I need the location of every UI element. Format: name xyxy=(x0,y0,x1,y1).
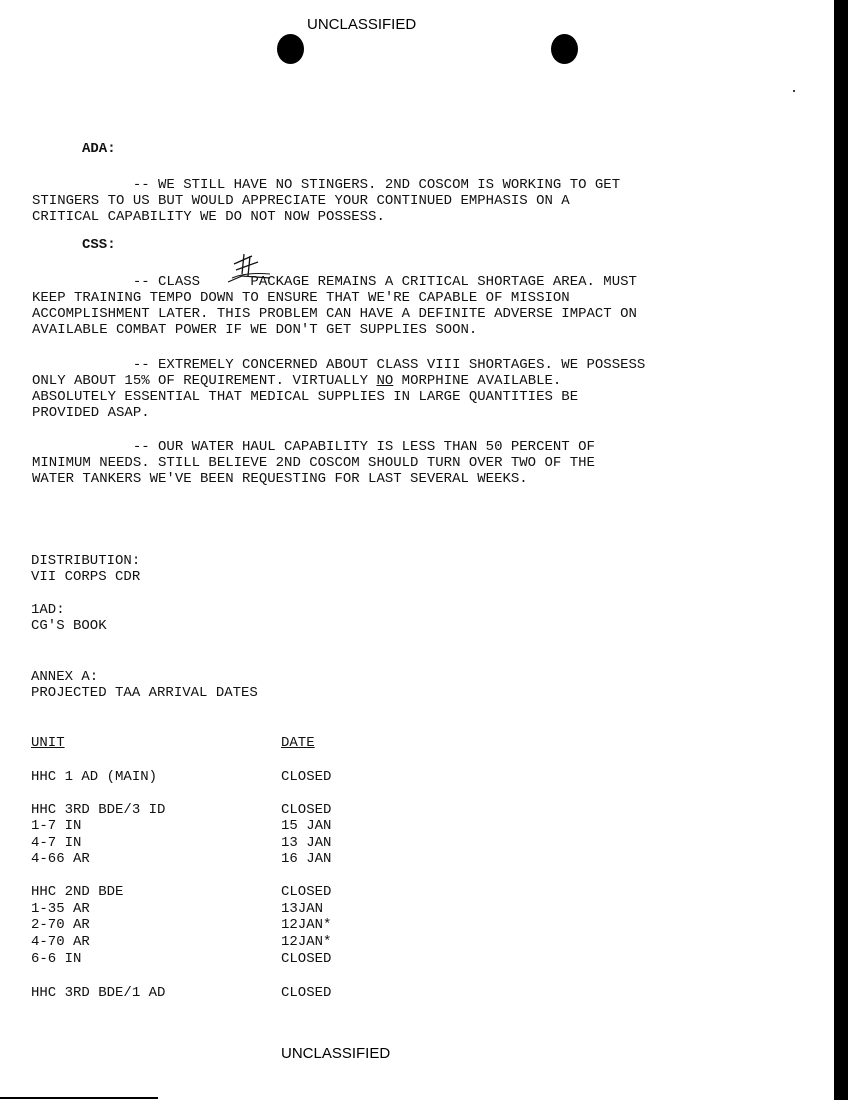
handwritten-correction xyxy=(224,250,284,288)
css-para2-line xyxy=(32,373,561,389)
annex-row-date: CLOSED xyxy=(281,769,332,785)
annex-row-date: 12JAN* xyxy=(281,934,332,950)
annex-row-date: CLOSED xyxy=(281,802,332,818)
header-classification: UNCLASSIFIED xyxy=(307,16,417,33)
annex-row-date: CLOSED xyxy=(281,884,332,900)
css-para2-line: -- EXTREMELY CONCERNED ABOUT CLASS VIII SHORTAGES. WE POSSESS xyxy=(32,357,646,373)
css-heading: CSS: xyxy=(82,237,116,253)
css-para2-line: PROVIDED ASAP. xyxy=(32,405,150,421)
css-para1-line: KEEP TRAINING TEMPO DOWN TO ENSURE THAT WE'RE CAPABLE OF MISSION xyxy=(32,290,570,306)
ada-line: -- WE STILL HAVE NO STINGERS. 2ND COSCOM IS WORKING TO GET xyxy=(32,177,621,193)
ada-line: STINGERS TO US BUT WOULD APPRECIATE YOUR CONTINUED EMPHASIS ON A xyxy=(32,193,570,209)
punch-hole-left xyxy=(277,34,304,64)
annex-row-unit: 4-7 IN xyxy=(31,835,82,851)
css-para1-line: ACCOMPLISHMENT LATER. THIS PROBLEM CAN HAVE A DEFINITE ADVERSE IMPACT ON xyxy=(32,306,637,322)
annex-row-date: 13JAN xyxy=(281,901,324,917)
annex-row-date: CLOSED xyxy=(281,985,332,1001)
punch-hole-right xyxy=(551,34,578,64)
css-para2-text: ONLY ABOUT 15% OF REQUIREMENT. VIRTUALLY xyxy=(32,373,377,389)
annex-row-date: 12JAN* xyxy=(281,917,332,933)
annex-row-date: CLOSED xyxy=(281,951,332,967)
annex-row-unit: 6-6 IN xyxy=(31,951,82,967)
annex-row-date: 16 JAN xyxy=(281,851,332,867)
bottom-rule xyxy=(0,1097,158,1099)
annex-column-header-date: DATE xyxy=(281,735,315,751)
distribution-line: VII CORPS CDR xyxy=(31,569,141,585)
scan-border xyxy=(834,0,848,1100)
ada-line: CRITICAL CAPABILITY WE DO NOT NOW POSSESS. xyxy=(32,209,385,225)
distribution-line: CG'S BOOK xyxy=(31,618,107,634)
annex-row-date: 13 JAN xyxy=(281,835,332,851)
css-para3-line: MINIMUM NEEDS. STILL BELIEVE 2ND COSCOM SHOULD TURN OVER TWO OF THE xyxy=(32,455,595,471)
annex-row-unit: 2-70 AR xyxy=(31,917,90,933)
distribution-unit: 1AD: xyxy=(31,602,65,618)
css-para1-line: -- CLASS PACKAGE REMAINS A CRITICAL SHORTAGE AREA. MUST xyxy=(32,274,637,290)
css-para2-line: ABSOLUTELY ESSENTIAL THAT MEDICAL SUPPLIES IN LARGE QUANTITIES BE xyxy=(32,389,579,405)
annex-row-unit: 4-66 AR xyxy=(31,851,90,867)
css-para2-underlined-word: NO xyxy=(376,373,394,389)
css-para3-line: -- OUR WATER HAUL CAPABILITY IS LESS THAN 50 PERCENT OF xyxy=(32,439,595,455)
annex-row-unit: 1-7 IN xyxy=(31,818,82,834)
distribution-heading: DISTRIBUTION: xyxy=(31,553,141,569)
annex-row-unit: HHC 2ND BDE xyxy=(31,884,124,900)
annex-column-header-unit: UNIT xyxy=(31,735,65,751)
annex-row-unit: HHC 3RD BDE/3 ID xyxy=(31,802,166,818)
css-para2-text: MORPHINE AVAILABLE. xyxy=(393,373,562,389)
footer-classification: UNCLASSIFIED xyxy=(281,1045,391,1062)
annex-row-unit: 1-35 AR xyxy=(31,901,90,917)
ada-heading: ADA: xyxy=(82,141,116,157)
annex-title: PROJECTED TAA ARRIVAL DATES xyxy=(31,685,258,701)
annex-row-date: 15 JAN xyxy=(281,818,332,834)
annex-row-unit: HHC 1 AD (MAIN) xyxy=(31,769,158,785)
annex-heading: ANNEX A: xyxy=(31,669,99,685)
annex-row-unit: HHC 3RD BDE/1 AD xyxy=(31,985,166,1001)
annex-row-unit: 4-70 AR xyxy=(31,934,90,950)
css-para3-line: WATER TANKERS WE'VE BEEN REQUESTING FOR LAST SEVERAL WEEKS. xyxy=(32,471,528,487)
scan-speck xyxy=(793,90,795,92)
css-para1-line: AVAILABLE COMBAT POWER IF WE DON'T GET SUPPLIES SOON. xyxy=(32,322,478,338)
